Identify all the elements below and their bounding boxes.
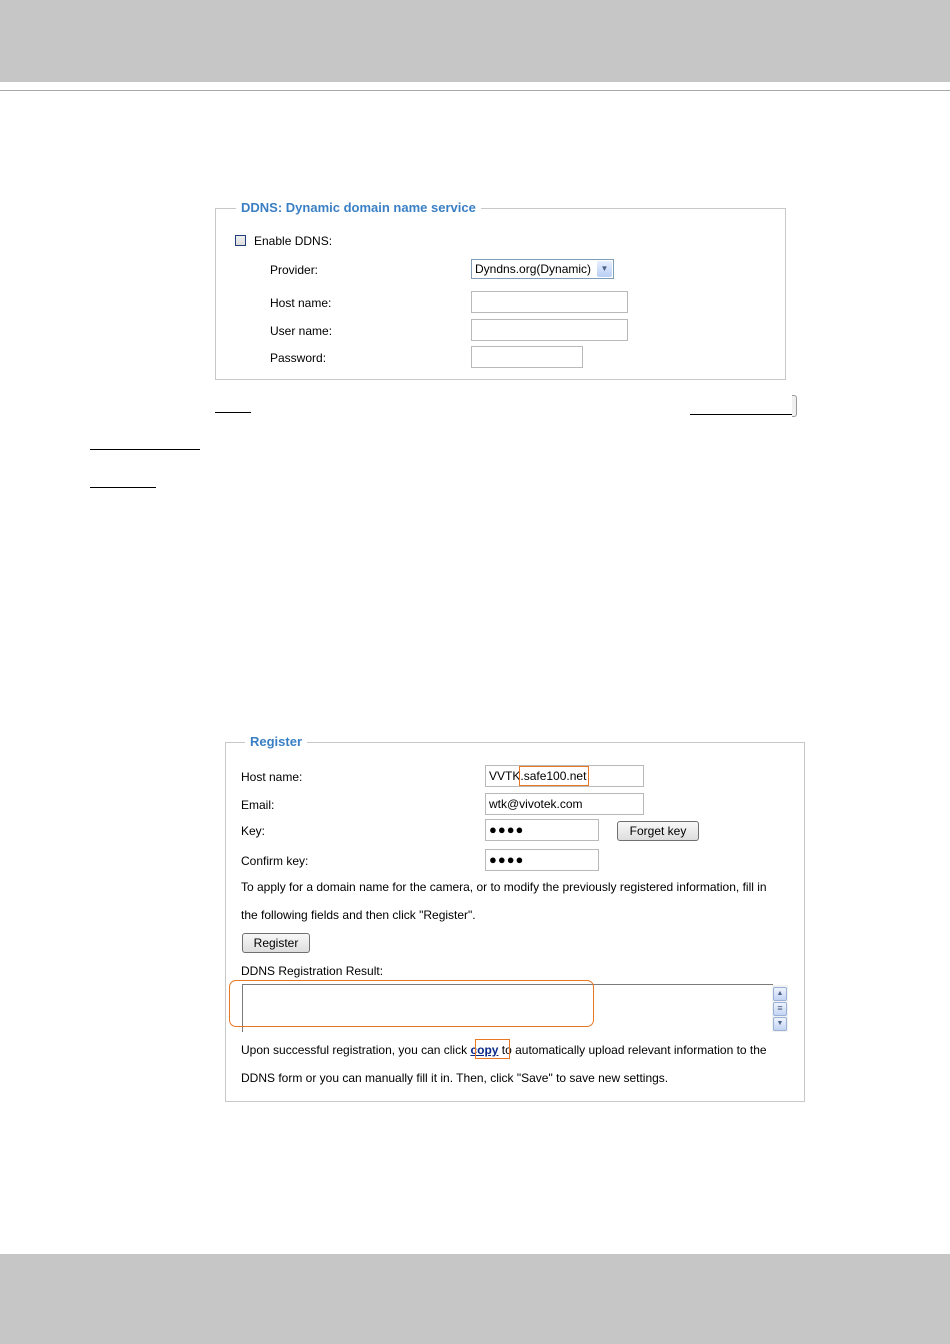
chevron-down-icon[interactable]: ▼ xyxy=(597,261,612,277)
scroll-up-icon[interactable]: ▲ xyxy=(773,987,787,1001)
ddns-password-label: Password: xyxy=(270,351,327,365)
footer-line1-after: to automatically upload relevant information to the xyxy=(498,1043,767,1057)
page-footer-band xyxy=(0,1254,950,1344)
register-button[interactable]: Register xyxy=(242,933,310,953)
ddns-legend: DDNS: Dynamic domain name service xyxy=(236,200,481,216)
copy-highlight xyxy=(475,1039,510,1059)
page-header-band xyxy=(0,0,950,82)
register-email-label: Email: xyxy=(241,798,275,812)
underline-mark xyxy=(90,449,200,450)
underline-mark xyxy=(90,487,156,488)
footer-line1-before: Upon successful registration, you can click xyxy=(241,1043,471,1057)
underline-mark xyxy=(215,412,251,413)
copy-link[interactable]: copy xyxy=(470,1043,499,1057)
register-instructions-line2: the following fields and then click "Register". xyxy=(241,908,476,922)
result-highlight xyxy=(229,980,594,1027)
ddns-user-name-input[interactable] xyxy=(471,319,628,341)
enable-ddns-label: Enable DDNS: xyxy=(254,234,333,248)
register-key-input[interactable]: ●●●● xyxy=(485,819,599,841)
header-divider xyxy=(0,90,950,91)
ddns-password-input[interactable] xyxy=(471,346,583,368)
scroll-down-icon[interactable]: ▼ xyxy=(773,1017,787,1031)
ddns-host-name-label: Host name: xyxy=(270,296,332,310)
scroll-thumb-icon[interactable]: ≡ xyxy=(773,1002,787,1016)
register-confirm-key-label: Confirm key: xyxy=(241,854,309,868)
underline-mark xyxy=(690,414,794,415)
domain-highlight xyxy=(519,766,589,786)
register-key-label: Key: xyxy=(241,824,266,838)
ddns-host-name-input[interactable] xyxy=(471,291,628,313)
registration-result-label: DDNS Registration Result: xyxy=(241,964,384,978)
footer-line2: DDNS form or you can manually fill it in. Then, click "Save" to save new settings. xyxy=(241,1071,669,1085)
register-legend: Register xyxy=(245,734,307,750)
ddns-user-name-label: User name: xyxy=(270,324,333,338)
result-scrollbar[interactable] xyxy=(772,985,788,1032)
provider-selected-value: Dyndns.org(Dynamic) xyxy=(475,262,592,276)
host-prefix: VVTK. xyxy=(489,769,524,783)
register-email-input[interactable]: wtk@vivotek.com xyxy=(485,793,644,815)
provider-select[interactable] xyxy=(471,259,614,279)
register-host-name-label: Host name: xyxy=(241,770,303,784)
register-instructions-line1: To apply for a domain name for the camera, or to modify the previously registered information, fill in xyxy=(241,880,767,894)
provider-label: Provider: xyxy=(270,263,319,277)
button-edge xyxy=(792,395,797,417)
forget-key-button[interactable]: Forget key xyxy=(617,821,699,841)
register-confirm-key-input[interactable]: ●●●● xyxy=(485,849,599,871)
enable-ddns-checkbox[interactable] xyxy=(235,235,246,246)
host-domain: safe100.net xyxy=(523,769,587,783)
